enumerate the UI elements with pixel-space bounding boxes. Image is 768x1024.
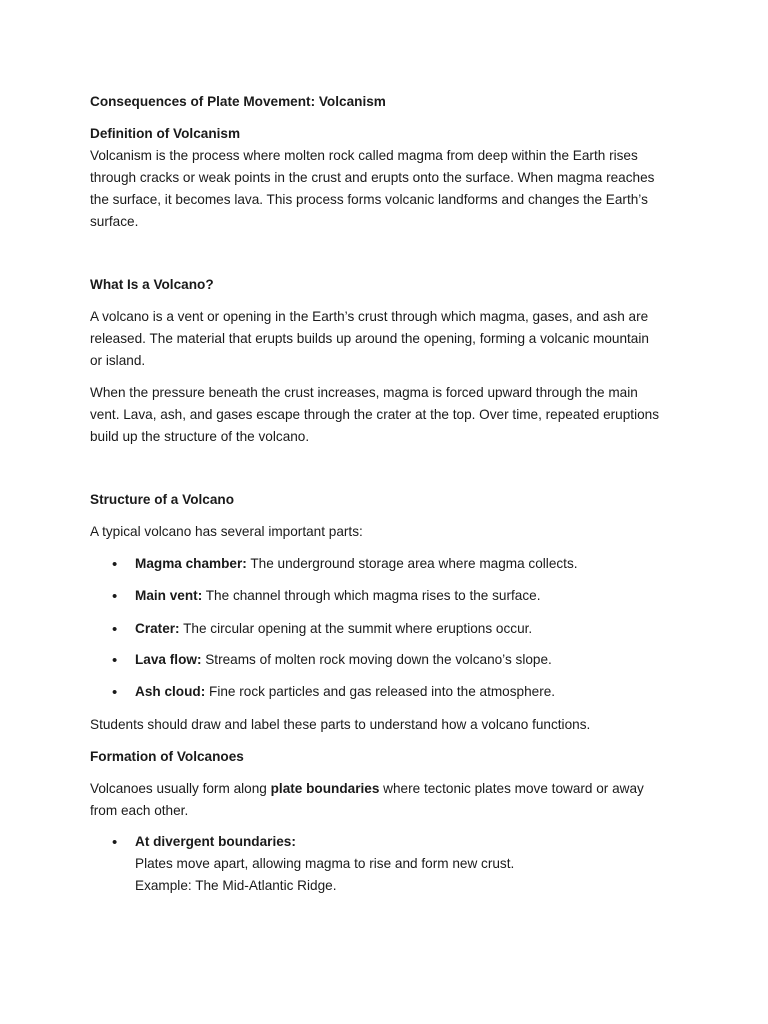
bullet-icon	[112, 593, 120, 601]
paragraph-text: Volcanoes usually form along	[90, 781, 271, 796]
list-item	[135, 831, 695, 897]
list-item	[135, 553, 695, 575]
document-title: Consequences of Plate Movement: Volcanism	[90, 94, 386, 109]
bullet-icon	[112, 839, 120, 847]
list-item-desc: Streams of molten rock moving down the volcano’s slope.	[201, 652, 552, 667]
paragraph-line: vent. Lava, ash, and gases escape through the crater at the top. Over time, repeated eruptions	[90, 407, 660, 422]
plate-boundaries-term: plate boundaries	[270, 781, 380, 796]
volcano-paragraph-2	[90, 382, 680, 448]
list-item-desc: The underground storage area where magma collects.	[246, 556, 578, 571]
paragraph-text: where tectonic plates move toward or away	[379, 781, 644, 796]
bullet-icon	[112, 626, 120, 634]
list-item-desc: Plates move apart, allowing magma to rise and form new crust.	[135, 856, 515, 871]
list-item-term: Lava flow:	[135, 652, 202, 667]
list-item-term: Crater:	[135, 621, 180, 636]
definition-paragraph	[90, 145, 680, 233]
list-item-term: Magma chamber:	[135, 556, 247, 571]
formation-heading: Formation of Volcanoes	[90, 749, 244, 764]
list-item-term: At divergent boundaries:	[135, 834, 296, 849]
definition-heading: Definition of Volcanism	[90, 126, 241, 141]
structure-heading: Structure of a Volcano	[90, 492, 235, 507]
structure-intro: A typical volcano has several important parts:	[90, 524, 363, 539]
list-item-example: Example: The Mid-Atlantic Ridge.	[135, 878, 337, 893]
structure-closing: Students should draw and label these parts to understand how a volcano functions.	[90, 717, 591, 732]
bullet-icon	[112, 657, 120, 665]
definition-line: Volcanism is the process where molten rock called magma from deep within the Earth rises	[90, 148, 638, 163]
list-item-desc: Fine rock particles and gas released into the atmosphere.	[205, 684, 556, 699]
list-item	[135, 681, 695, 703]
list-item-term: Main vent:	[135, 588, 203, 603]
paragraph-line: A volcano is a vent or opening in the Earth’s crust through which magma, gases, and ash are	[90, 309, 649, 324]
paragraph-line: released. The material that erupts builds up around the opening, forming a volcanic mountain	[90, 331, 649, 346]
bullet-icon	[112, 689, 120, 697]
bullet-icon	[112, 561, 120, 569]
list-item	[135, 618, 695, 640]
definition-line: the surface, it becomes lava. This process forms volcanic landforms and changes the Earth’s	[90, 192, 648, 207]
list-item-desc: The circular opening at the summit where eruptions occur.	[179, 621, 533, 636]
definition-line: through cracks or weak points in the crust and erupts onto the surface. When magma reaches	[90, 170, 655, 185]
formation-paragraph	[90, 778, 680, 822]
paragraph-line: When the pressure beneath the crust increases, magma is forced upward through the main	[90, 385, 638, 400]
definition-line: surface.	[90, 214, 139, 229]
volcano-heading: What Is a Volcano?	[90, 277, 214, 292]
list-item	[135, 585, 695, 607]
paragraph-line: build up the structure of the volcano.	[90, 429, 310, 444]
list-item-desc: The channel through which magma rises to the surface.	[202, 588, 541, 603]
volcano-paragraph-1	[90, 306, 680, 372]
paragraph-line: or island.	[90, 353, 146, 368]
list-item	[135, 649, 695, 671]
list-item-term: Ash cloud:	[135, 684, 206, 699]
paragraph-line: from each other.	[90, 803, 189, 818]
